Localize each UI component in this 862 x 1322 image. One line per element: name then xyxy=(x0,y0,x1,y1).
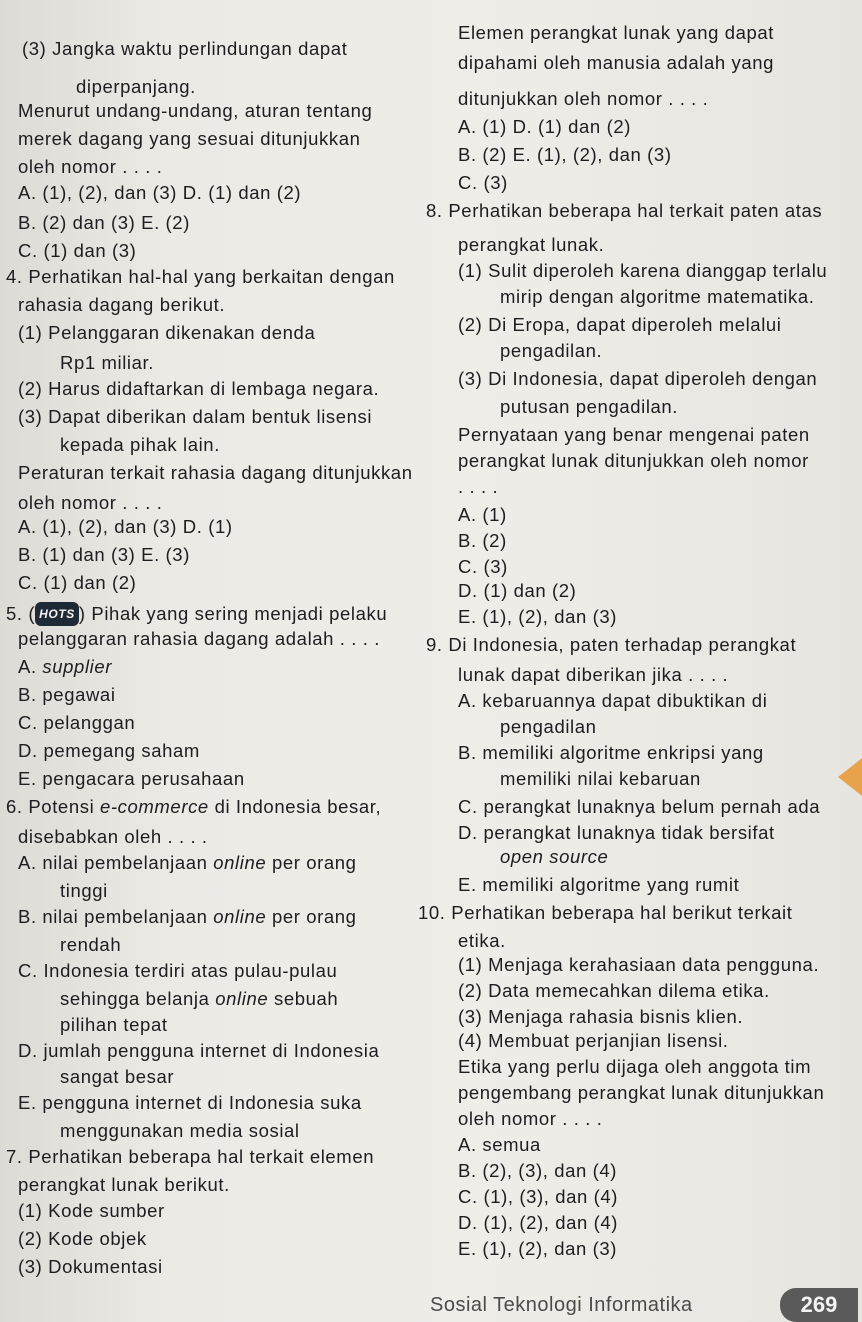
right-line: memiliki nilai kebaruan xyxy=(500,768,701,789)
left-line: rahasia dagang berikut. xyxy=(18,294,226,315)
right-line: (1) Menjaga kerahasiaan data pengguna. xyxy=(458,954,820,975)
right-line: ditunjukkan oleh nomor . . . . xyxy=(458,88,709,109)
left-line: (1) Kode sumber xyxy=(18,1200,165,1221)
line-text: Pihak yang sering menjadi pelaku xyxy=(91,603,388,624)
left-line: tinggi xyxy=(60,880,108,901)
left-line: A. nilai pembelanjaan online per orang xyxy=(18,852,357,873)
left-line: perangkat lunak berikut. xyxy=(18,1174,230,1195)
left-line: E. pengacara perusahaan xyxy=(18,768,245,789)
right-line: B. (2) E. (1), (2), dan (3) xyxy=(458,144,672,165)
left-line: B. pegawai xyxy=(18,684,116,705)
left-line: pilihan tepat xyxy=(60,1014,168,1035)
right-line: Elemen perangkat lunak yang dapat xyxy=(458,22,775,43)
left-line: (3) Jangka waktu perlindungan dapat xyxy=(22,38,348,59)
right-line: (3) Di Indonesia, dapat diperoleh dengan xyxy=(458,368,818,389)
right-line: C. perangkat lunaknya belum pernah ada xyxy=(458,796,821,817)
right-line: (4) Membuat perjanjian lisensi. xyxy=(458,1030,729,1051)
right-line: . . . . xyxy=(458,476,499,497)
left-line: oleh nomor . . . . xyxy=(18,156,163,177)
left-line: 7. Perhatikan beberapa hal terkait elemen xyxy=(6,1146,375,1167)
right-line: E. memiliki algoritme yang rumit xyxy=(458,874,740,895)
right-line: lunak dapat diberikan jika . . . . xyxy=(458,664,729,685)
right-line: E. (1), (2), dan (3) xyxy=(458,606,618,627)
right-line: 8. Perhatikan beberapa hal terkait paten atas xyxy=(426,200,823,221)
left-line: B. (1) dan (3) E. (3) xyxy=(18,544,190,565)
left-line: Peraturan terkait rahasia dagang ditunjukkan xyxy=(18,462,413,483)
right-line: C. (3) xyxy=(458,172,508,193)
right-line: A. (1) D. (1) dan (2) xyxy=(458,116,631,137)
right-line: D. perangkat lunaknya tidak bersifat xyxy=(458,822,775,843)
left-line: disebabkan oleh . . . . xyxy=(18,826,208,847)
right-line: B. (2), (3), dan (4) xyxy=(458,1160,618,1181)
right-line: (3) Menjaga rahasia bisnis klien. xyxy=(458,1006,744,1027)
right-line: oleh nomor . . . . xyxy=(458,1108,603,1129)
left-line: merek dagang yang sesuai ditunjukkan xyxy=(18,128,361,149)
right-line: D. (1) dan (2) xyxy=(458,580,577,601)
right-line: B. (2) xyxy=(458,530,507,551)
left-line: C. (1) dan (2) xyxy=(18,572,137,593)
right-line: pengadilan xyxy=(500,716,597,737)
left-line: D. jumlah pengguna internet di Indonesia xyxy=(18,1040,380,1061)
right-line: 10. Perhatikan beberapa hal berikut terkait xyxy=(418,902,793,923)
right-line: pengadilan. xyxy=(500,340,603,361)
left-line: E. pengguna internet di Indonesia suka xyxy=(18,1092,362,1113)
left-line: kepada pihak lain. xyxy=(60,434,220,455)
right-line: A. kebaruannya dapat dibuktikan di xyxy=(458,690,768,711)
left-line: A. (1), (2), dan (3) D. (1) dan (2) xyxy=(18,182,302,203)
right-line: D. (1), (2), dan (4) xyxy=(458,1212,619,1233)
right-line: B. memiliki algoritme enkripsi yang xyxy=(458,742,764,763)
left-line: (2) Harus didaftarkan di lembaga negara. xyxy=(18,378,380,399)
left-line: sehingga belanja online sebuah xyxy=(60,988,339,1009)
right-line: (1) Sulit diperoleh karena dianggap terlalu xyxy=(458,260,828,281)
right-line: C. (3) xyxy=(458,556,508,577)
left-line: B. (2) dan (3) E. (2) xyxy=(18,212,190,233)
left-line: D. pemegang saham xyxy=(18,740,200,761)
right-line: putusan pengadilan. xyxy=(500,396,679,417)
right-line: E. (1), (2), dan (3) xyxy=(458,1238,618,1259)
footer-subject: Sosial Teknologi Informatika xyxy=(430,1294,693,1316)
left-line: diperpanjang. xyxy=(76,76,196,97)
right-line: mirip dengan algoritme matematika. xyxy=(500,286,815,307)
left-line: 6. Potensi e-commerce di Indonesia besar, xyxy=(6,796,382,817)
left-line: Rp1 miliar. xyxy=(60,352,154,373)
left-line: C. (1) dan (3) xyxy=(18,240,137,261)
left-line: C. Indonesia terdiri atas pulau-pulau xyxy=(18,960,338,981)
question-number: 5. xyxy=(6,603,23,624)
left-line: A. (1), (2), dan (3) D. (1) xyxy=(18,516,233,537)
left-line: A. supplier xyxy=(18,656,113,677)
right-line: A. (1) xyxy=(458,504,507,525)
left-line: Menurut undang-undang, aturan tentang xyxy=(18,100,373,121)
pen-tip xyxy=(838,755,862,799)
right-line: (2) Di Eropa, dapat diperoleh melalui xyxy=(458,314,782,335)
right-line: C. (1), (3), dan (4) xyxy=(458,1186,619,1207)
left-line: menggunakan media sosial xyxy=(60,1120,300,1141)
right-line: Pernyataan yang benar mengenai paten xyxy=(458,424,810,445)
hots-badge: HOTS xyxy=(35,602,79,626)
right-line: Etika yang perlu dijaga oleh anggota tim xyxy=(458,1056,812,1077)
right-line: dipahami oleh manusia adalah yang xyxy=(458,52,775,73)
left-line: 5. ( HOTS ) Pihak yang sering menjadi pelaku xyxy=(6,603,388,624)
right-line: open source xyxy=(500,846,609,867)
left-line: (2) Kode objek xyxy=(18,1228,147,1249)
left-line: C. pelanggan xyxy=(18,712,136,733)
left-line: sangat besar xyxy=(60,1066,175,1087)
left-line: rendah xyxy=(60,934,122,955)
right-line: A. semua xyxy=(458,1134,541,1155)
left-line: (3) Dokumentasi xyxy=(18,1256,163,1277)
right-line: etika. xyxy=(458,930,506,951)
left-line: oleh nomor . . . . xyxy=(18,492,163,513)
right-line: pengembang perangkat lunak ditunjukkan xyxy=(458,1082,825,1103)
right-line: perangkat lunak ditunjukkan oleh nomor xyxy=(458,450,809,471)
left-line: pelanggaran rahasia dagang adalah . . . . xyxy=(18,628,380,649)
left-line: B. nilai pembelanjaan online per orang xyxy=(18,906,357,927)
page-number: 269 xyxy=(780,1288,858,1322)
left-line: (1) Pelanggaran dikenakan denda xyxy=(18,322,316,343)
right-line: 9. Di Indonesia, paten terhadap perangkat xyxy=(426,634,797,655)
right-line: perangkat lunak. xyxy=(458,234,605,255)
right-line: (2) Data memecahkan dilema etika. xyxy=(458,980,770,1001)
left-line: 4. Perhatikan hal-hal yang berkaitan dengan xyxy=(6,266,395,287)
left-line: (3) Dapat diberikan dalam bentuk lisensi xyxy=(18,406,373,427)
